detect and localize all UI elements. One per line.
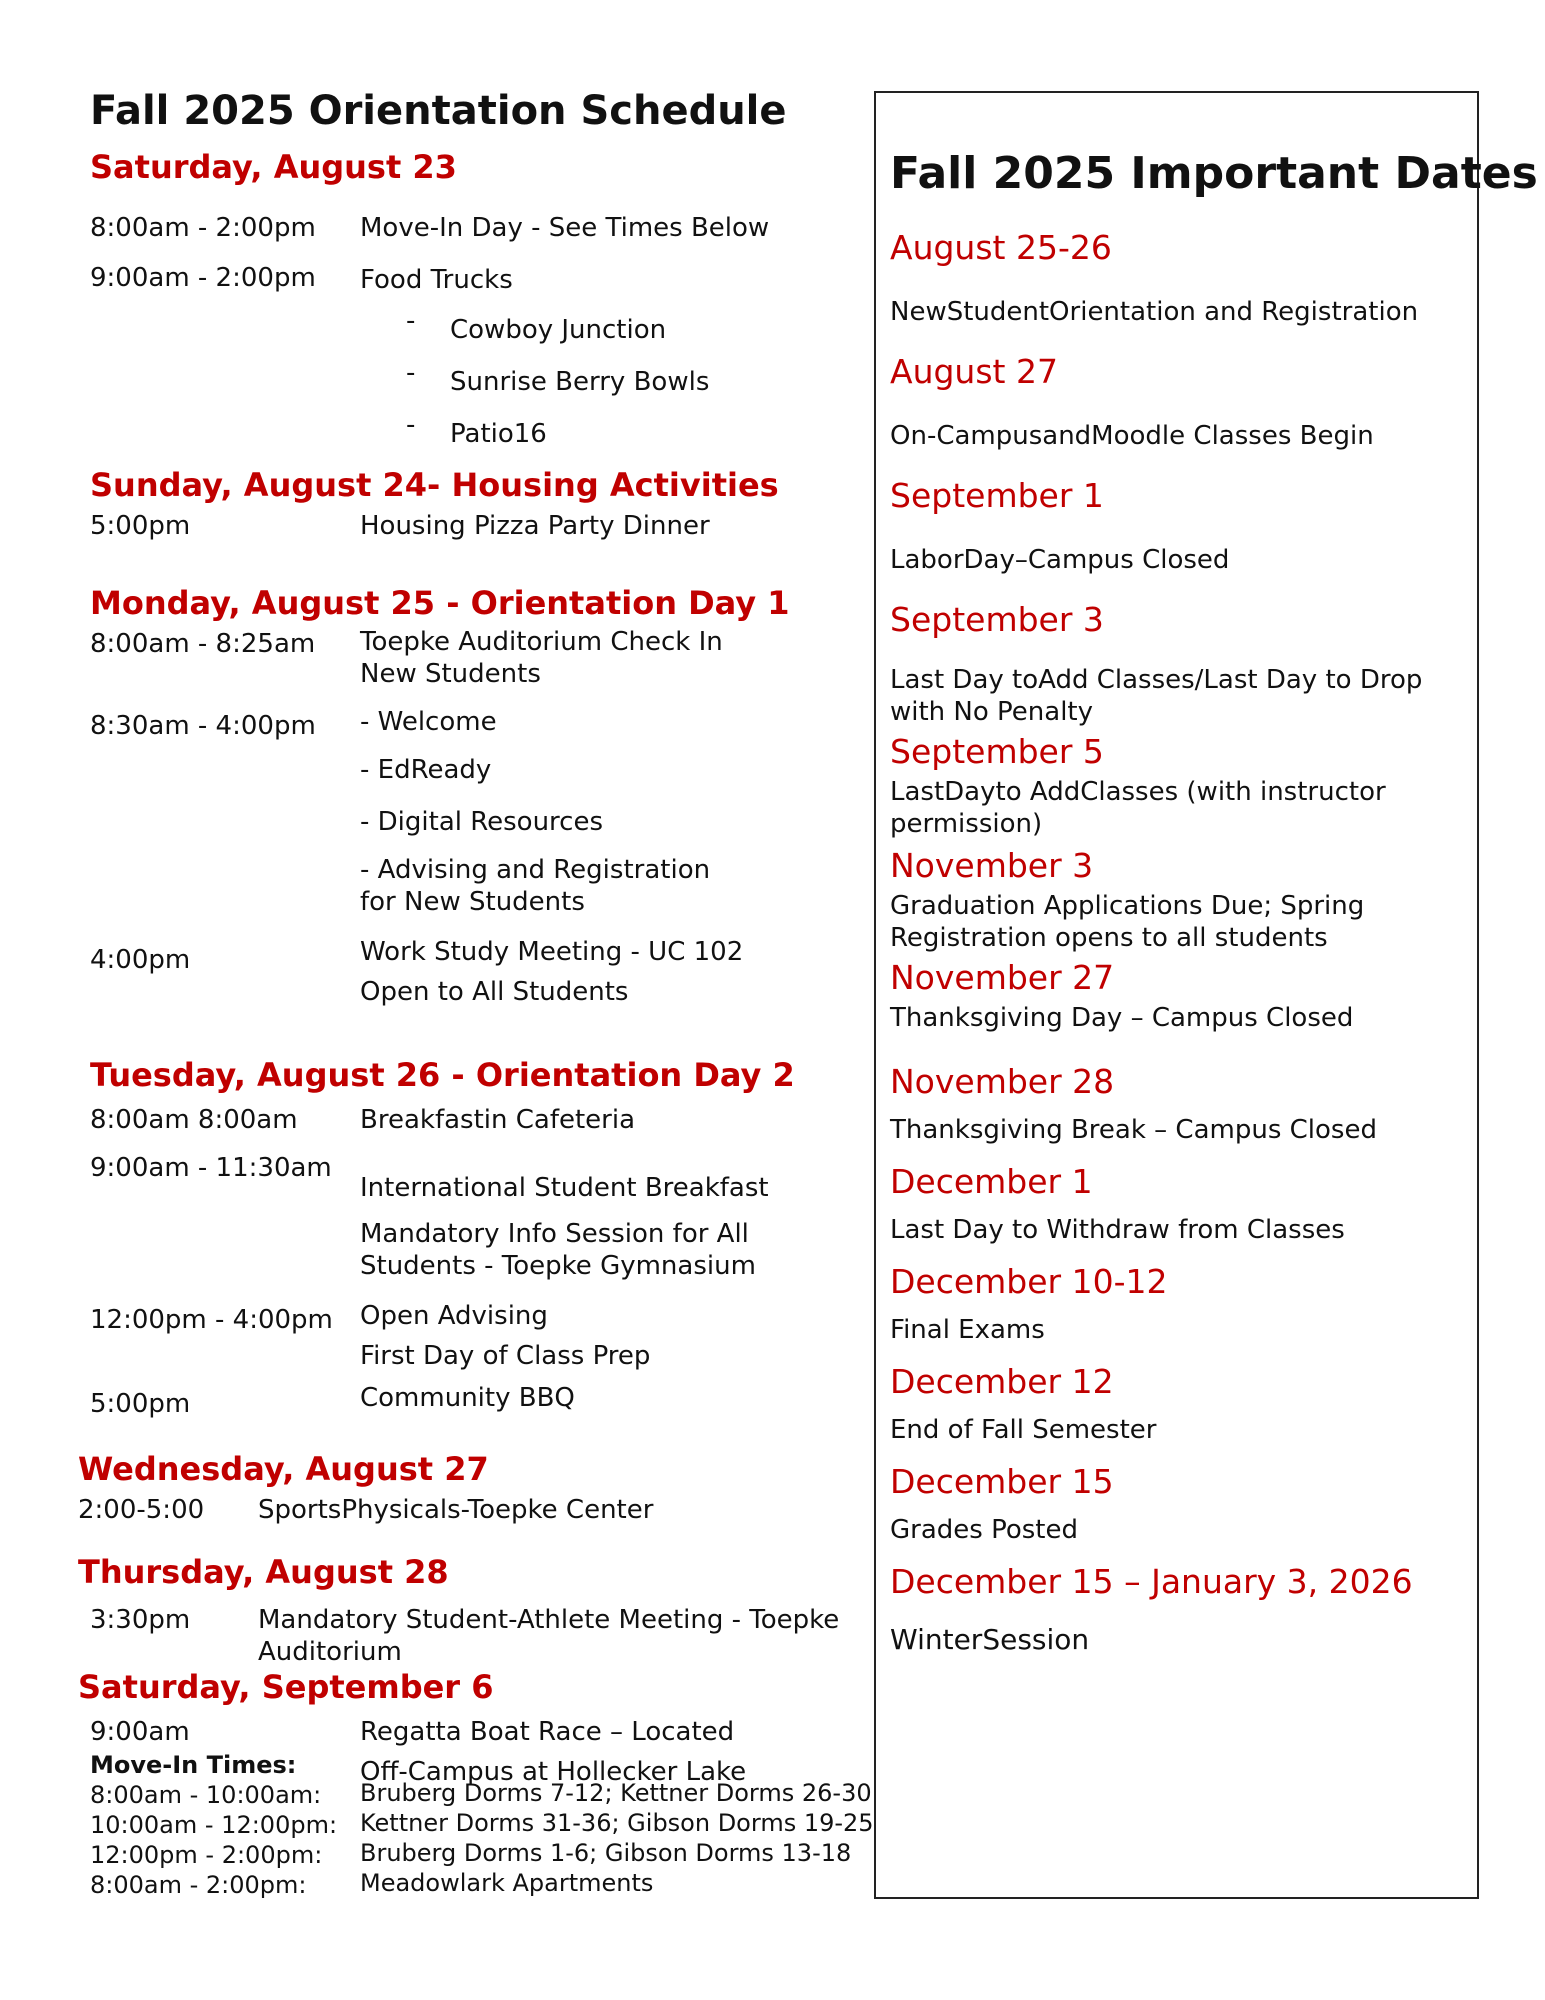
date-description: WinterSession: [890, 1623, 1090, 1656]
move-in-place: Kettner Dorms 31-36; Gibson Dorms 19-25: [360, 1809, 874, 1837]
time: 3:30pm: [90, 1605, 191, 1635]
move-in-label: Move-In Times:: [90, 1751, 297, 1779]
event: Open to All Students: [360, 977, 629, 1007]
date-description: Grades Posted: [890, 1515, 1078, 1545]
date-description: NewStudentOrientation and Registration: [890, 297, 1419, 327]
food-truck-item: Cowboy Junction: [450, 315, 667, 345]
event: First Day of Class Prep: [360, 1341, 651, 1371]
food-truck-item: Patio16: [450, 419, 547, 449]
day-heading-mon25: Monday, August 25 - Orientation Day 1: [90, 584, 790, 622]
date-heading: September 5: [890, 732, 1104, 771]
time: 9:00am - 2:00pm: [90, 263, 316, 293]
time: 8:00am 8:00am: [90, 1105, 298, 1135]
date-heading: December 1: [890, 1162, 1093, 1201]
date-heading: August 27: [890, 352, 1058, 391]
time: 5:00pm: [90, 1389, 191, 1419]
date-description: Last Day toAdd Classes/Last Day to Drop with No Penalty: [890, 665, 1423, 727]
event: International Student Breakfast: [360, 1173, 769, 1203]
move-in-place: Bruberg Dorms 7-12; Kettner Dorms 26-30: [360, 1779, 872, 1807]
agenda-item: - Digital Resources: [360, 807, 604, 837]
date-heading: December 15 – January 3, 2026: [890, 1562, 1413, 1601]
day-heading-sat23: Saturday, August 23: [90, 148, 457, 186]
schedule-title: Fall 2025 Orientation Schedule: [90, 88, 787, 134]
event: SportsPhysicals-Toepke Center: [258, 1495, 654, 1525]
date-description: On-CampusandMoodle Classes Begin: [890, 421, 1374, 451]
bullet-dash: -: [406, 410, 416, 440]
time: 9:00am: [90, 1717, 190, 1747]
time: 5:00pm: [90, 511, 191, 541]
date-description: End of Fall Semester: [890, 1415, 1157, 1445]
event: Regatta Boat Race – Located: [360, 1717, 735, 1747]
event: Mandatory Student-Athlete Meeting - Toepke: [258, 1605, 840, 1635]
move-in-time: 12:00pm - 2:00pm:: [90, 1841, 323, 1869]
event: Move-In Day - See Times Below: [360, 213, 770, 243]
agenda-item: - Advising and Registration: [360, 855, 711, 885]
date-description: Thanksgiving Break – Campus Closed: [890, 1115, 1377, 1145]
event: Auditorium: [258, 1637, 402, 1667]
bullet-dash: -: [406, 306, 416, 336]
time: 8:00am - 2:00pm: [90, 213, 316, 243]
date-heading: September 1: [890, 476, 1104, 515]
day-heading-sun24: Sunday, August 24- Housing Activities: [90, 466, 779, 504]
date-description: Final Exams: [890, 1315, 1045, 1345]
event: Open Advising: [360, 1301, 548, 1331]
agenda-item: - Welcome: [360, 707, 497, 737]
date-description: LastDayto AddClasses (with instructor permission): [890, 777, 1386, 839]
date-heading: December 15: [890, 1462, 1114, 1501]
date-heading: August 25-26: [890, 228, 1112, 267]
event: Food Trucks: [360, 265, 513, 295]
date-heading: December 12: [890, 1362, 1114, 1401]
event: Housing Pizza Party Dinner: [360, 511, 710, 541]
time: 8:00am - 8:25am: [90, 629, 316, 659]
food-truck-item: Sunrise Berry Bowls: [450, 367, 710, 397]
agenda-item: for New Students: [360, 887, 585, 917]
date-description: Last Day to Withdraw from Classes: [890, 1215, 1345, 1245]
time: 8:30am - 4:00pm: [90, 711, 316, 741]
event: Community BBQ: [360, 1383, 575, 1413]
date-heading: September 3: [890, 600, 1104, 639]
bullet-dash: -: [406, 358, 416, 388]
move-in-time: 10:00am - 12:00pm:: [90, 1811, 338, 1839]
move-in-time: 8:00am - 2:00pm:: [90, 1871, 307, 1899]
date-heading: December 10-12: [890, 1262, 1168, 1301]
event: Work Study Meeting - UC 102: [360, 937, 744, 967]
day-heading-thu28: Thursday, August 28: [78, 1553, 449, 1591]
move-in-place: Meadowlark Apartments: [360, 1869, 654, 1897]
time: 4:00pm: [90, 945, 191, 975]
time: 2:00-5:00: [78, 1495, 205, 1525]
date-heading: November 28: [890, 1062, 1115, 1101]
event: Breakfastin Cafeteria: [360, 1105, 636, 1135]
day-heading-tue26: Tuesday, August 26 - Orientation Day 2: [90, 1056, 795, 1094]
dates-title: Fall 2025 Important Dates: [890, 148, 1538, 199]
event: Off-Campus at Hollecker Lake: [360, 1757, 747, 1787]
agenda-item: - EdReady: [360, 755, 492, 785]
move-in-time: 8:00am - 10:00am:: [90, 1781, 322, 1809]
day-heading-sat6: Saturday, September 6: [78, 1668, 494, 1706]
event: Students - Toepke Gymnasium: [360, 1251, 756, 1281]
date-description: LaborDay–Campus Closed: [890, 545, 1230, 575]
event: New Students: [360, 659, 541, 689]
time: 9:00am - 11:30am: [90, 1153, 332, 1183]
date-description: Thanksgiving Day – Campus Closed: [890, 1003, 1354, 1033]
day-heading-wed27: Wednesday, August 27: [78, 1450, 489, 1488]
date-heading: November 27: [890, 958, 1115, 997]
event: Toepke Auditorium Check In: [360, 627, 723, 657]
date-heading: November 3: [890, 846, 1094, 885]
date-description: Graduation Applications Due; Spring Registration opens to all students: [890, 891, 1365, 953]
time: 12:00pm - 4:00pm: [90, 1305, 333, 1335]
event: Mandatory Info Session for All: [360, 1219, 749, 1249]
move-in-place: Bruberg Dorms 1-6; Gibson Dorms 13-18: [360, 1839, 852, 1867]
